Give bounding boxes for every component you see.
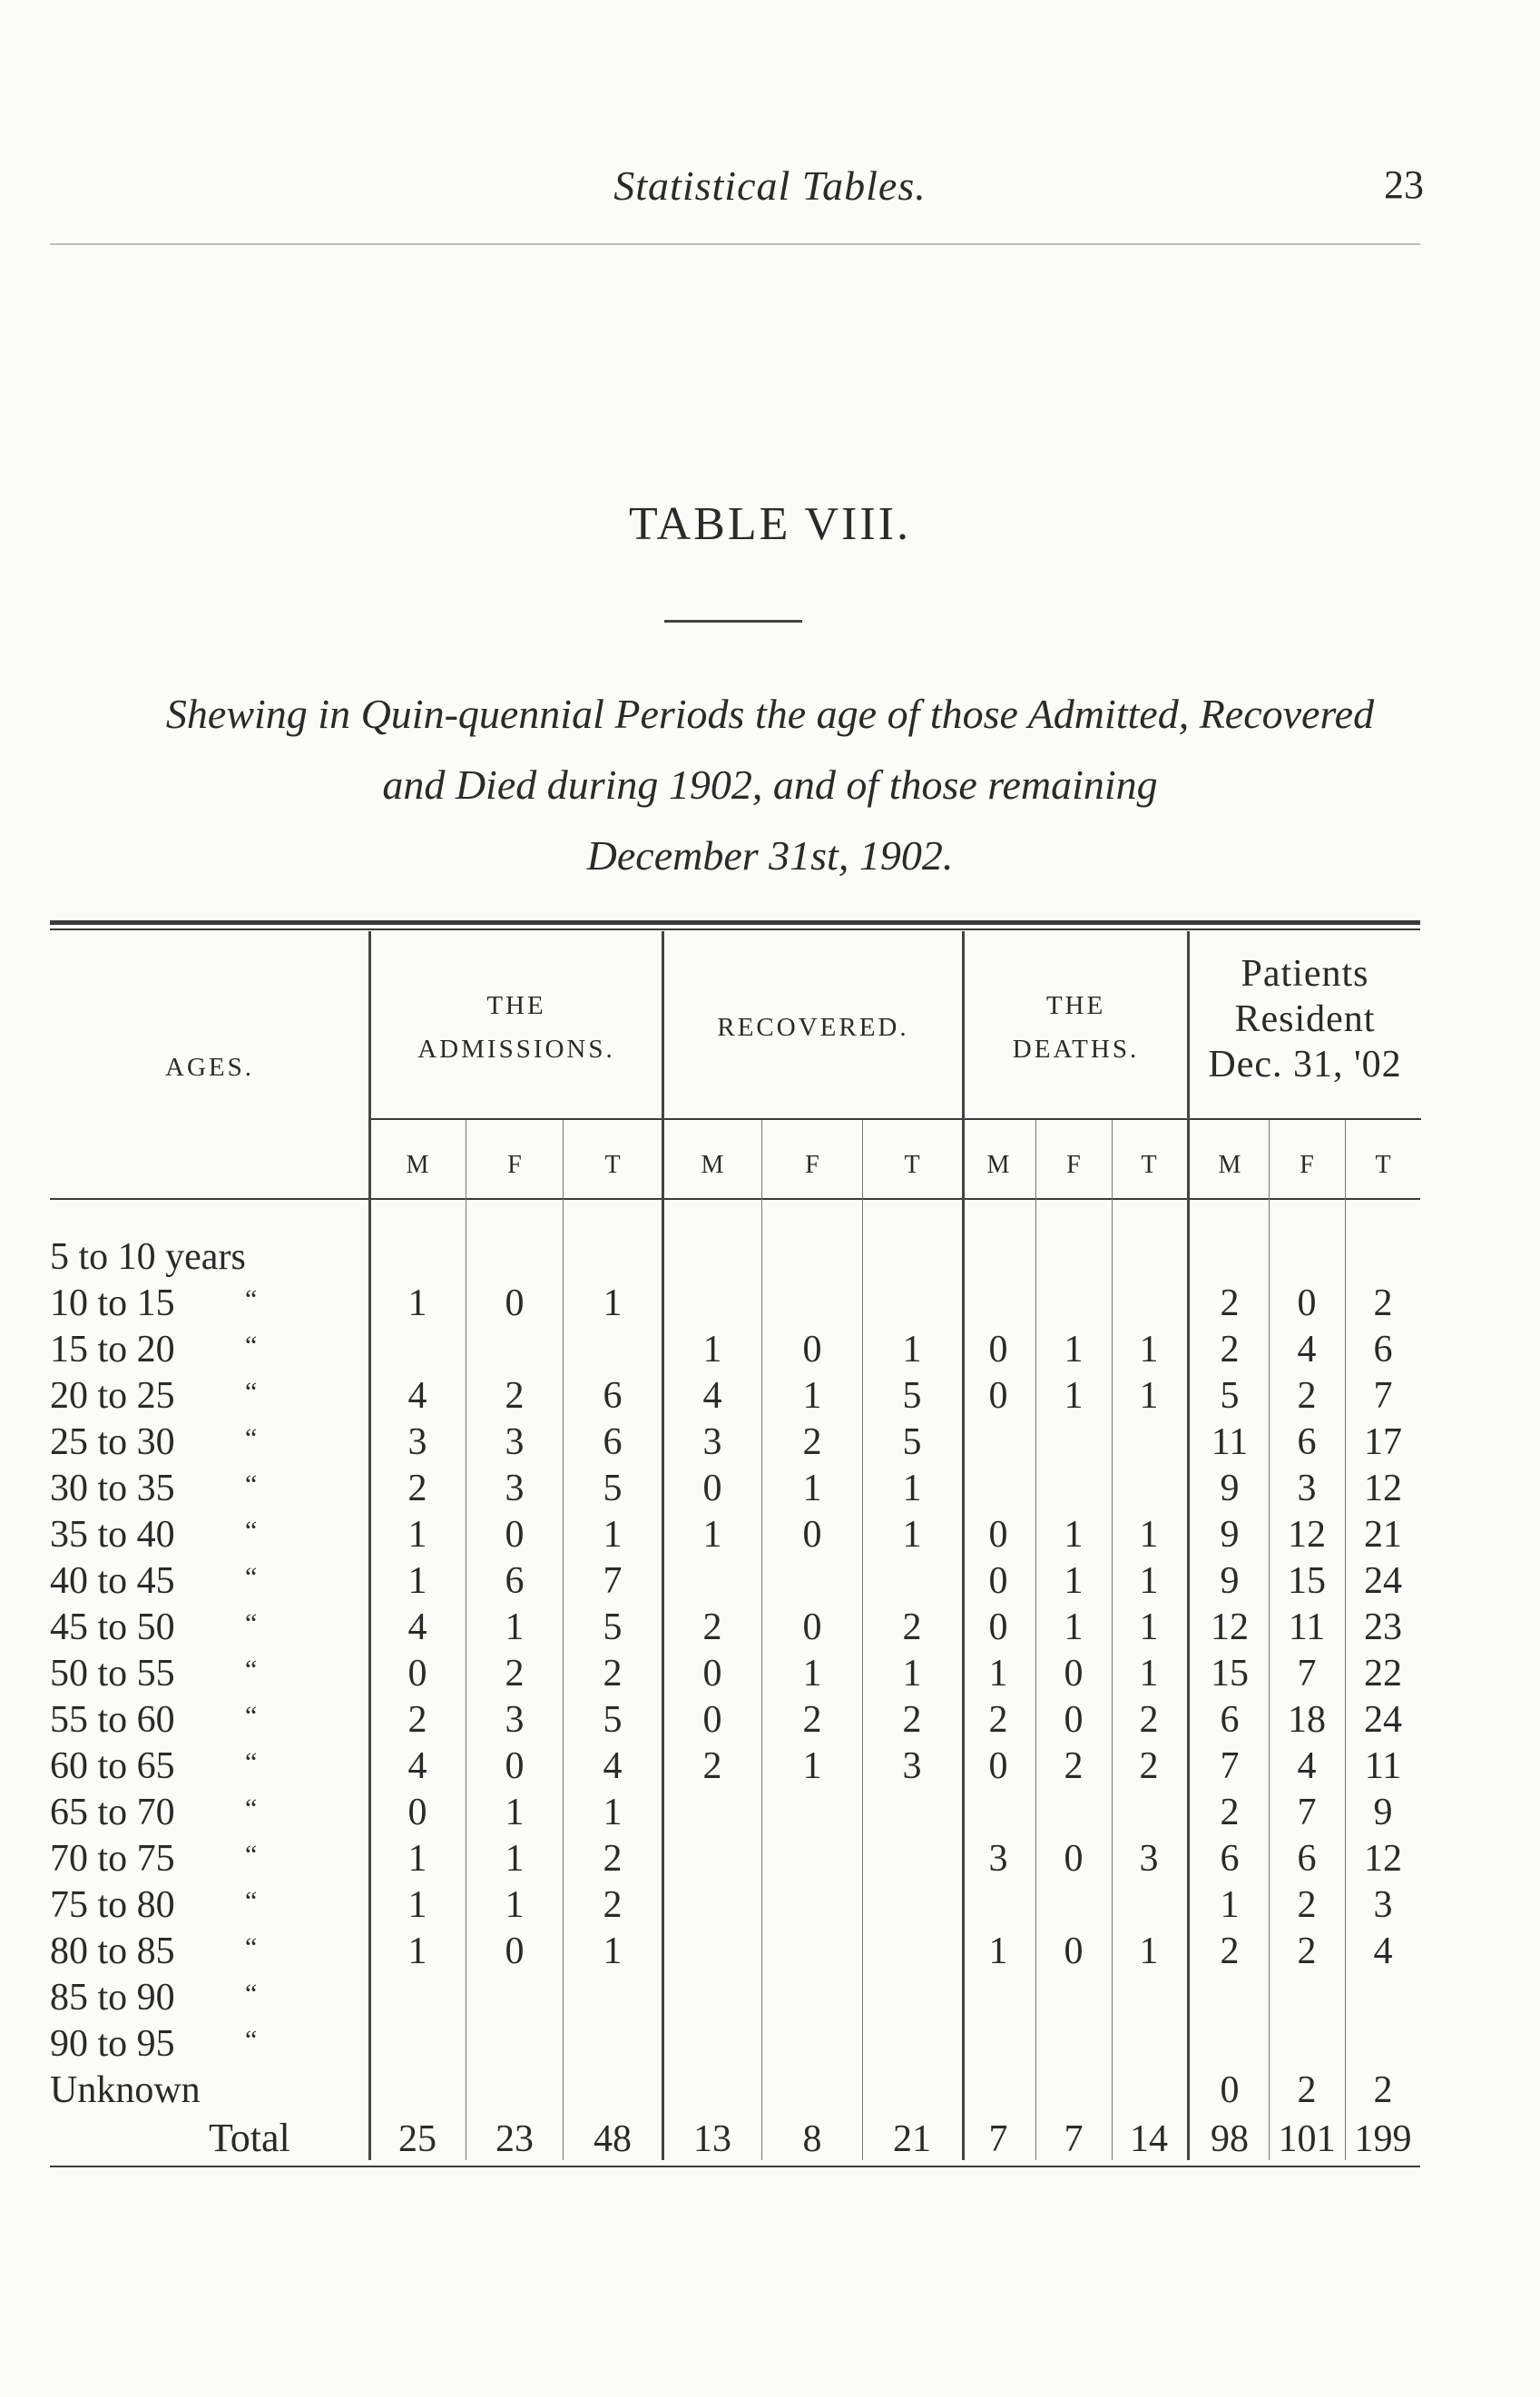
age-label: 55 to 60 xyxy=(50,1699,175,1741)
table-row-age xyxy=(50,1373,258,1419)
page-number: 23 xyxy=(1384,162,1424,207)
age-label: 30 to 35 xyxy=(50,1468,175,1509)
age-label: 70 to 75 xyxy=(50,1838,175,1880)
table-row-age xyxy=(50,1466,258,1511)
table-cell-value: 9 xyxy=(1220,1514,1240,1556)
table-row-age xyxy=(50,1929,258,1974)
table-cell-value: 1 xyxy=(1220,1884,1240,1926)
ditto-mark: “ xyxy=(245,1655,258,1685)
table-cell-value: 2 xyxy=(1373,1282,1393,1324)
admissions-header-line: ADMISSIONS. xyxy=(417,1035,615,1064)
total-cell-value: 7 xyxy=(1064,2118,1084,2160)
table-cell-value: 3 xyxy=(988,1838,1008,1880)
age-label: 60 to 65 xyxy=(50,1745,175,1787)
table-cell-value: 0 xyxy=(505,1282,525,1324)
table-cell-value: 5 xyxy=(603,1606,623,1648)
column-header-admissions xyxy=(370,984,662,1071)
table-cell-value: 1 xyxy=(902,1514,922,1556)
table-cell-value: 1 xyxy=(902,1653,922,1695)
table-cell-value: 3 xyxy=(505,1421,525,1463)
table-cell-value: 0 xyxy=(505,1514,525,1556)
table-cell-value: 0 xyxy=(988,1375,1008,1417)
table-cell-value: 1 xyxy=(505,1884,525,1926)
table-cell-value: 9 xyxy=(1373,1792,1393,1833)
table-cell-value: 1 xyxy=(1139,1375,1159,1417)
ditto-mark: “ xyxy=(245,1979,258,2009)
table-cell-value: 22 xyxy=(1364,1653,1402,1695)
table-cell-value: 24 xyxy=(1364,1699,1402,1741)
table-cell-value: 11 xyxy=(1288,1606,1326,1648)
table-cell-value: 12 xyxy=(1211,1606,1249,1648)
age-label: 90 to 95 xyxy=(50,2023,175,2065)
table-cell-value: 0 xyxy=(802,1606,822,1648)
table-cell-value: 0 xyxy=(1064,1699,1084,1741)
table-cell-value: 2 xyxy=(902,1699,922,1741)
table-cell-value: 5 xyxy=(902,1421,922,1463)
resident-header-line: Dec. 31, '02 xyxy=(1208,1044,1402,1086)
column-header-recovered: RECOVERED. xyxy=(717,1013,909,1042)
table-cell-value: 5 xyxy=(603,1468,623,1509)
table-row-age xyxy=(50,1744,258,1789)
table-cell-value: 1 xyxy=(407,1930,427,1972)
running-title: Statistical Tables. xyxy=(613,162,927,209)
total-cell-value: 101 xyxy=(1278,2118,1336,2160)
table-cell-value: 6 xyxy=(1220,1699,1240,1741)
table-cell-value: 5 xyxy=(603,1699,623,1741)
age-label: 85 to 90 xyxy=(50,1977,175,2019)
table-cell-value: 24 xyxy=(1364,1560,1402,1602)
table-row-age xyxy=(50,1281,258,1326)
total-cell-value: 199 xyxy=(1354,2118,1412,2160)
table-row-age xyxy=(50,2021,258,2067)
resident-header-line: Resident xyxy=(1234,998,1376,1040)
table-cell-value: 2 xyxy=(1373,2069,1393,2111)
subcolumn-label-text: T xyxy=(904,1151,920,1179)
table-cell-value: 2 xyxy=(1297,1884,1317,1926)
table-cell-value: 0 xyxy=(505,1745,525,1787)
table-cell-value: 1 xyxy=(1064,1375,1084,1417)
ditto-mark: “ xyxy=(245,1608,258,1638)
table-cell-value: 1 xyxy=(702,1329,722,1370)
age-label: 65 to 70 xyxy=(50,1792,175,1833)
table-cell-value: 12 xyxy=(1288,1514,1326,1556)
table-cell-value: 1 xyxy=(1139,1514,1159,1556)
table-cell-value: 3 xyxy=(505,1468,525,1509)
age-label: 5 to 10 years xyxy=(50,1236,246,1278)
table-cell-value: 1 xyxy=(902,1468,922,1509)
subcolumn-label-text: T xyxy=(1141,1151,1157,1179)
table-cell-value: 2 xyxy=(802,1421,822,1463)
group-header-rule xyxy=(370,1118,1421,1120)
table-cell-value: 4 xyxy=(1297,1329,1317,1370)
subcolumn-label-text: M xyxy=(406,1151,429,1179)
total-cell-value: 8 xyxy=(802,2118,822,2160)
table-cell-value: 7 xyxy=(1297,1653,1317,1695)
table-cell-value: 6 xyxy=(1297,1838,1317,1880)
table-cell-value: 6 xyxy=(1297,1421,1317,1463)
table-row-age xyxy=(50,1420,258,1465)
table-cell-value: 1 xyxy=(702,1514,722,1556)
total-label: Total xyxy=(209,2116,290,2160)
table-cell-value: 1 xyxy=(902,1329,922,1370)
table-cell-value: 4 xyxy=(407,1745,427,1787)
table-cell-value: 0 xyxy=(1220,2069,1240,2111)
table-cell-value: 0 xyxy=(1064,1838,1084,1880)
table-cell-value: 23 xyxy=(1364,1606,1402,1648)
ditto-mark: “ xyxy=(245,1377,258,1407)
table-cell-value: 2 xyxy=(1139,1745,1159,1787)
table-cell-value: 1 xyxy=(1064,1514,1084,1556)
subcolumn-separator xyxy=(1112,1120,1113,2160)
table-cell-value: 1 xyxy=(603,1282,623,1324)
table-top-rule xyxy=(50,920,1420,925)
table-cell-value: 18 xyxy=(1288,1699,1326,1741)
table-cell-value: 2 xyxy=(603,1838,623,1880)
table-cell-value: 0 xyxy=(988,1745,1008,1787)
ditto-mark: “ xyxy=(245,1284,258,1314)
subcolumn-label-text: M xyxy=(701,1151,724,1179)
total-cell-value: 48 xyxy=(593,2118,632,2160)
table-cell-value: 2 xyxy=(802,1699,822,1741)
total-cell-value: 14 xyxy=(1130,2118,1168,2160)
table-cell-value: 1 xyxy=(407,1560,427,1602)
table-cell-value: 2 xyxy=(407,1468,427,1509)
age-label: 25 to 30 xyxy=(50,1421,175,1463)
subcolumn-label-text: F xyxy=(805,1151,819,1179)
ditto-mark: “ xyxy=(245,1932,258,1962)
table-cell-value: 2 xyxy=(505,1653,525,1695)
ditto-mark: “ xyxy=(245,1331,258,1361)
table-row-age xyxy=(50,1327,258,1372)
group-separator xyxy=(662,931,664,2160)
ditto-mark: “ xyxy=(245,1886,258,1916)
table-cell-value: 0 xyxy=(802,1329,822,1370)
table-cell-value: 1 xyxy=(1139,1560,1159,1602)
table-cell-value: 4 xyxy=(702,1375,722,1417)
subcolumn-separator xyxy=(761,1120,762,2160)
subcolumn-separator xyxy=(1345,1120,1346,2160)
admissions-header-line: THE xyxy=(486,991,546,1020)
deaths-header-line: DEATHS. xyxy=(1012,1035,1140,1064)
table-cell-value: 6 xyxy=(505,1560,525,1602)
table-cell-value: 2 xyxy=(702,1606,722,1648)
table-cell-value: 3 xyxy=(902,1745,922,1787)
total-cell-value: 23 xyxy=(495,2118,534,2160)
total-cell-value: 25 xyxy=(398,2118,436,2160)
table-cell-value: 6 xyxy=(603,1375,623,1417)
table-cell-value: 2 xyxy=(1297,1375,1317,1417)
table-cell-value: 7 xyxy=(1220,1745,1240,1787)
subcolumn-separator xyxy=(563,1120,564,2160)
table-cell-value: 1 xyxy=(1139,1930,1159,1972)
age-label: 45 to 50 xyxy=(50,1606,175,1648)
subcolumn-label-text: T xyxy=(1375,1151,1391,1179)
table-cell-value: 4 xyxy=(603,1745,623,1787)
table-row-age xyxy=(50,1790,258,1835)
table-cell-value: 2 xyxy=(1220,1930,1240,1972)
total-cell-value: 7 xyxy=(988,2118,1008,2160)
table-cell-value: 1 xyxy=(407,1282,427,1324)
table-cell-value: 15 xyxy=(1211,1653,1249,1695)
total-cell-value: 21 xyxy=(893,2118,931,2160)
subcolumn-separator xyxy=(1269,1120,1270,2160)
table-cell-value: 15 xyxy=(1288,1560,1326,1602)
table-cell-value: 0 xyxy=(702,1468,722,1509)
table-bottom-rule xyxy=(50,2166,1420,2167)
table-cell-value: 17 xyxy=(1364,1421,1402,1463)
table-cell-value: 5 xyxy=(902,1375,922,1417)
table-cell-value: 0 xyxy=(702,1653,722,1695)
table-cell-value: 0 xyxy=(407,1653,427,1695)
table-cell-value: 2 xyxy=(988,1699,1008,1741)
table-cell-value: 1 xyxy=(1064,1560,1084,1602)
table-cell-value: 4 xyxy=(407,1375,427,1417)
table-cell-value: 0 xyxy=(505,1930,525,1972)
table-row-age xyxy=(50,1882,258,1928)
ditto-mark: “ xyxy=(245,1747,258,1777)
table-cell-value: 1 xyxy=(603,1792,623,1833)
subcolumn-label-text: T xyxy=(604,1151,621,1179)
table-cell-value: 0 xyxy=(988,1514,1008,1556)
table-row-age xyxy=(50,1697,258,1743)
table-cell-value: 6 xyxy=(603,1421,623,1463)
column-header-deaths xyxy=(964,984,1188,1071)
table-cell-value: 1 xyxy=(505,1792,525,1833)
table-top-rule-thin xyxy=(50,928,1420,930)
table-cell-value: 0 xyxy=(1297,1282,1317,1324)
table-cell-value: 3 xyxy=(505,1699,525,1741)
table-cell-value: 0 xyxy=(988,1560,1008,1602)
ditto-mark: “ xyxy=(245,1562,258,1592)
caption-line: Shewing in Quin-quennial Periods the age of those Admitted, Recovered xyxy=(165,691,1375,737)
table-cell-value: 1 xyxy=(802,1468,822,1509)
table-cell-value: 4 xyxy=(1373,1930,1393,1972)
ditto-mark: “ xyxy=(245,1469,258,1499)
resident-header-line: Patients xyxy=(1241,953,1369,995)
table-cell-value: 1 xyxy=(1064,1329,1084,1370)
table-cell-value: 9 xyxy=(1220,1468,1240,1509)
table-row-age xyxy=(50,1836,258,1881)
table-cell-value: 12 xyxy=(1364,1468,1402,1509)
table-cell-value: 0 xyxy=(988,1329,1008,1370)
table-row-age xyxy=(50,2068,201,2113)
table-cell-value: 2 xyxy=(1220,1282,1240,1324)
subcolumn-label-text: F xyxy=(507,1151,522,1179)
subcolumn-separator xyxy=(862,1120,863,2160)
table-cell-value: 1 xyxy=(988,1653,1008,1695)
table-cell-value: 4 xyxy=(1297,1745,1317,1787)
age-label: 75 to 80 xyxy=(50,1884,175,1926)
table-cell-value: 1 xyxy=(407,1884,427,1926)
table-cell-value: 0 xyxy=(802,1514,822,1556)
table-cell-value: 3 xyxy=(1139,1838,1159,1880)
table-cell-value: 1 xyxy=(603,1514,623,1556)
ditto-mark: “ xyxy=(245,1423,258,1453)
age-label: 35 to 40 xyxy=(50,1514,175,1556)
table-cell-value: 3 xyxy=(1297,1468,1317,1509)
table-row-age xyxy=(50,1605,258,1650)
subcolumn-separator xyxy=(1035,1120,1036,2160)
table-cell-value: 3 xyxy=(702,1421,722,1463)
ditto-mark: “ xyxy=(245,1701,258,1731)
subcolumn-label-text: M xyxy=(1218,1151,1241,1179)
table-cell-value: 2 xyxy=(1220,1329,1240,1370)
table-cell-value: 2 xyxy=(1139,1699,1159,1741)
deaths-header-line: THE xyxy=(1045,991,1106,1020)
table-cell-value: 2 xyxy=(603,1884,623,1926)
table-cell-value: 2 xyxy=(505,1375,525,1417)
age-label: 20 to 25 xyxy=(50,1375,175,1417)
table-cell-value: 1 xyxy=(1139,1653,1159,1695)
table-cell-value: 9 xyxy=(1220,1560,1240,1602)
table-cell-value: 3 xyxy=(407,1421,427,1463)
table-cell-value: 1 xyxy=(505,1838,525,1880)
table-cell-value: 1 xyxy=(1139,1606,1159,1648)
total-cell-value: 13 xyxy=(693,2118,731,2160)
caption-line: December 31st, 1902. xyxy=(586,832,954,879)
table-cell-value: 7 xyxy=(603,1560,623,1602)
table-cell-value: 11 xyxy=(1211,1421,1249,1463)
caption-line: and Died during 1902, and of those remaining xyxy=(382,761,1158,808)
table-cell-value: 12 xyxy=(1364,1838,1402,1880)
table-cell-value: 2 xyxy=(702,1745,722,1787)
table-cell-value: 1 xyxy=(1064,1606,1084,1648)
table-cell-value: 6 xyxy=(1220,1838,1240,1880)
age-label: 15 to 20 xyxy=(50,1329,175,1370)
table-cell-value: 4 xyxy=(407,1606,427,1648)
table-cell-value: 1 xyxy=(802,1653,822,1695)
table-row-age xyxy=(50,1975,258,2020)
table-cell-value: 1 xyxy=(988,1930,1008,1972)
table-cell-value: 2 xyxy=(1220,1792,1240,1833)
table-cell-value: 21 xyxy=(1364,1514,1402,1556)
table-cell-value: 11 xyxy=(1364,1745,1402,1787)
age-label: 80 to 85 xyxy=(50,1930,175,1972)
table-cell-value: 2 xyxy=(1297,2069,1317,2111)
table-cell-value: 1 xyxy=(1139,1329,1159,1370)
group-separator xyxy=(962,931,965,2160)
table-cell-value: 1 xyxy=(407,1838,427,1880)
total-cell-value: 98 xyxy=(1211,2118,1249,2160)
table-cell-value: 0 xyxy=(407,1792,427,1833)
table-cell-value: 1 xyxy=(505,1606,525,1648)
table-title: TABLE VIII. xyxy=(629,498,911,550)
table-cell-value: 2 xyxy=(1064,1745,1084,1787)
table-cell-value: 1 xyxy=(802,1745,822,1787)
table-row-age xyxy=(50,1512,258,1557)
table-row-age xyxy=(50,1558,258,1604)
table-cell-value: 2 xyxy=(603,1653,623,1695)
table-cell-value: 2 xyxy=(407,1699,427,1741)
table-cell-value: 0 xyxy=(988,1606,1008,1648)
table-cell-value: 0 xyxy=(1064,1930,1084,1972)
column-header-ages: AGES. xyxy=(165,1053,254,1082)
age-label: Unknown xyxy=(50,2069,201,2111)
table-cell-value: 2 xyxy=(902,1606,922,1648)
age-label: 40 to 45 xyxy=(50,1560,175,1602)
table-cell-value: 0 xyxy=(1064,1653,1084,1695)
sub-header-rule xyxy=(50,1198,1420,1200)
table-cell-value: 1 xyxy=(802,1375,822,1417)
table-cell-value: 1 xyxy=(407,1514,427,1556)
subcolumn-label-text: F xyxy=(1300,1151,1314,1179)
group-separator xyxy=(1187,931,1190,2160)
table-cell-value: 2 xyxy=(1297,1930,1317,1972)
table-cell-value: 1 xyxy=(603,1930,623,1972)
table-cell-value: 7 xyxy=(1373,1375,1393,1417)
group-separator xyxy=(368,931,371,2160)
table-cell-value: 6 xyxy=(1373,1329,1393,1370)
ditto-mark: “ xyxy=(245,1516,258,1546)
age-label: 10 to 15 xyxy=(50,1282,175,1324)
ditto-mark: “ xyxy=(245,1793,258,1823)
subcolumn-label-text: F xyxy=(1066,1151,1081,1179)
table-cell-value: 0 xyxy=(702,1699,722,1741)
table-cell-value: 3 xyxy=(1373,1884,1393,1926)
column-header-resident xyxy=(1189,951,1421,1087)
subcolumn-label-text: M xyxy=(986,1151,1010,1179)
table-cell-value: 7 xyxy=(1297,1792,1317,1833)
age-label: 50 to 55 xyxy=(50,1653,175,1695)
table-row-age xyxy=(50,1651,258,1696)
table-cell-value: 5 xyxy=(1220,1375,1240,1417)
ditto-mark: “ xyxy=(245,1840,258,1870)
ditto-mark: “ xyxy=(245,2025,258,2055)
table-row-age xyxy=(50,1234,246,1280)
